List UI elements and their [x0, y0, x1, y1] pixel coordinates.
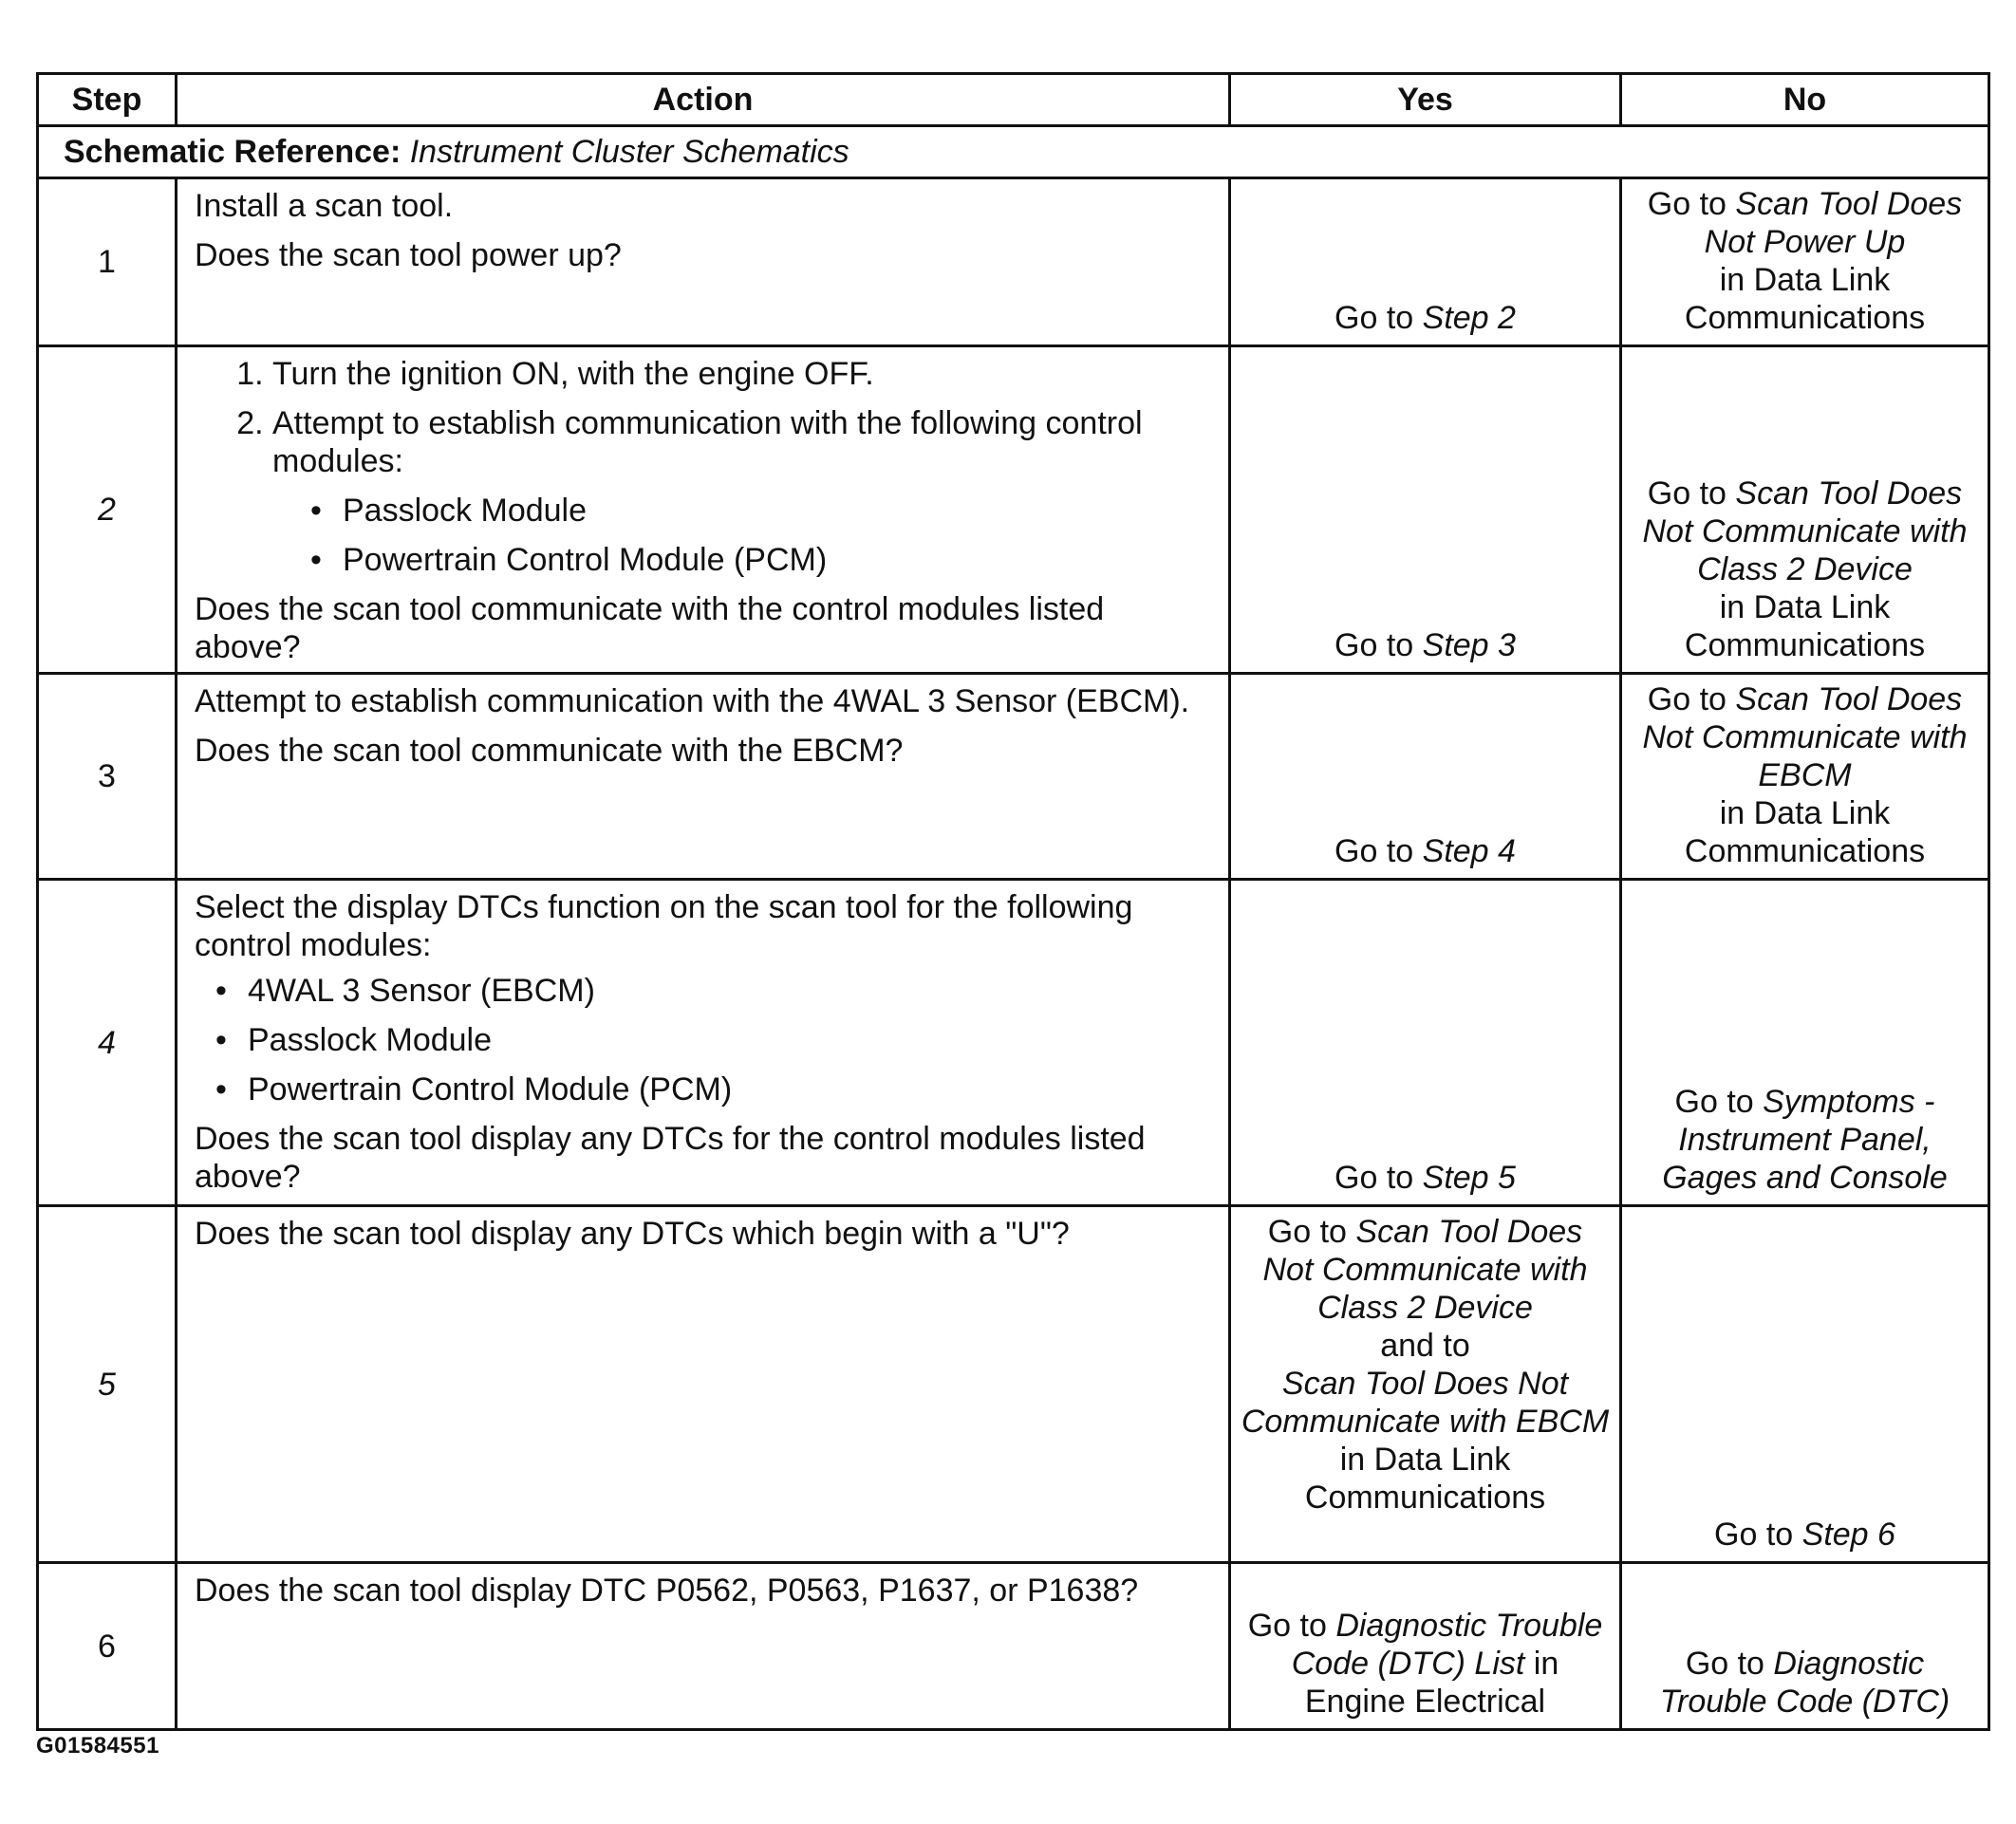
step-number: 4: [38, 880, 177, 1206]
action-text: Install a scan tool.: [195, 188, 454, 224]
substep-list: [195, 355, 1211, 579]
yes-cell: [1230, 880, 1621, 1206]
no-prefix: Go to: [1647, 186, 1736, 222]
step-number: 1: [38, 178, 177, 346]
header-row: [38, 74, 1989, 126]
table-row: [38, 178, 1989, 346]
substep: [272, 404, 1211, 579]
yes-prefix: Go to: [1335, 627, 1423, 663]
no-cell: [1621, 1206, 1989, 1563]
no-prefix: Go to: [1685, 1646, 1774, 1682]
action-question: Does the scan tool communicate with the control modules listed above?: [195, 591, 1105, 665]
bullet-list: [272, 492, 1211, 579]
no-cell: [1621, 1563, 1989, 1730]
step-number: 2: [38, 346, 177, 674]
table-row: [38, 1563, 1989, 1730]
yes-link[interactable]: Step 2: [1422, 300, 1516, 336]
yes-link[interactable]: Step 5: [1422, 1160, 1516, 1196]
no-link[interactable]: Diagnostic Trouble Code (DTC): [1659, 1646, 1951, 1720]
bullet-item: • 4WAL 3 Sensor (EBCM): [215, 972, 1211, 1010]
no-cell: [1621, 880, 1989, 1206]
table-row: [38, 880, 1989, 1206]
action-question: Does the scan tool communicate with the EBCM?: [195, 733, 904, 769]
no-link[interactable]: Scan Tool Does Not Communicate with Class 2 Device: [1642, 475, 1968, 587]
yes-suffix: in Data Link Communications: [1304, 1442, 1546, 1516]
no-cell: [1621, 346, 1989, 674]
bullet-item: • Passlock Module: [310, 492, 1211, 530]
action-text: Select the display DTCs function on the scan tool for the following control modules:: [195, 889, 1133, 963]
bullet-item: • Powertrain Control Module (PCM): [310, 541, 1211, 579]
yes-link[interactable]: Step 3: [1422, 627, 1516, 663]
yes-suffix: in Engine Electrical: [1304, 1646, 1559, 1720]
action-question: Does the scan tool display any DTCs for the control modules listed above?: [195, 1121, 1146, 1195]
step-number: 3: [38, 674, 177, 880]
substep: 1. Turn the ignition ON, with the engine OFF.: [272, 355, 1211, 393]
yes-link[interactable]: Diagnostic Trouble Code (DTC) List: [1291, 1608, 1603, 1682]
yes-prefix: Go to: [1335, 300, 1423, 336]
yes-link[interactable]: Scan Tool Does Not Communicate with Class 2 Device: [1262, 1214, 1588, 1326]
header-step: Step: [38, 74, 177, 126]
table-row: [38, 674, 1989, 880]
substep-text: Attempt to establish communication with the following control modules:: [272, 405, 1143, 479]
yes-cell: [1230, 1563, 1621, 1730]
no-prefix: Go to: [1674, 1084, 1764, 1120]
bullet-item: • Passlock Module: [215, 1021, 1211, 1059]
schematic-reference: [38, 126, 1989, 178]
schematic-reference-link[interactable]: Instrument Cluster Schematics: [409, 134, 849, 170]
yes-cell: [1230, 346, 1621, 674]
action-cell: [177, 674, 1230, 880]
yes-cell: [1230, 1206, 1621, 1563]
no-prefix: Go to: [1647, 475, 1736, 512]
action-question: Does the scan tool power up?: [195, 237, 622, 273]
action-cell: [177, 178, 1230, 346]
header-action: Action: [177, 74, 1230, 126]
no-suffix: in Data Link Communications: [1684, 795, 1926, 869]
no-link[interactable]: Scan Tool Does Not Power Up: [1704, 186, 1963, 260]
step-number: 5: [38, 1206, 177, 1563]
bullet-list: [195, 972, 1211, 1108]
diagnostic-table: [36, 72, 1990, 1731]
figure-id: G01584551: [36, 1733, 159, 1759]
no-link[interactable]: Symptoms - Instrument Panel, Gages and Console: [1662, 1084, 1948, 1196]
yes-link[interactable]: Step 4: [1422, 833, 1516, 869]
no-suffix: in Data Link Communications: [1684, 262, 1926, 336]
no-cell: [1621, 178, 1989, 346]
yes-prefix: Go to: [1267, 1214, 1356, 1250]
no-cell: [1621, 674, 1989, 880]
yes-mid: and to: [1380, 1328, 1470, 1364]
no-prefix: Go to: [1647, 681, 1736, 717]
schematic-reference-row: [38, 126, 1989, 178]
action-cell: [177, 346, 1230, 674]
action-text: Attempt to establish communication with the 4WAL 3 Sensor (EBCM).: [195, 683, 1190, 719]
action-cell: [177, 1206, 1230, 1563]
header-no: No: [1621, 74, 1989, 126]
yes-cell: [1230, 674, 1621, 880]
table-row: [38, 1206, 1989, 1563]
no-suffix: in Data Link Communications: [1684, 589, 1926, 663]
bullet-item: • Powertrain Control Module (PCM): [215, 1070, 1211, 1108]
schematic-reference-label: Schematic Reference:: [64, 134, 401, 170]
yes-prefix: Go to: [1335, 1160, 1423, 1196]
yes-prefix: Go to: [1247, 1608, 1336, 1644]
yes-link-2[interactable]: Scan Tool Does Not Communicate with EBCM: [1241, 1366, 1610, 1440]
header-yes: Yes: [1230, 74, 1621, 126]
yes-cell: [1230, 178, 1621, 346]
action-cell: [177, 1563, 1230, 1730]
action-question: Does the scan tool display DTC P0562, P0563, P1637, or P1638?: [195, 1573, 1139, 1609]
yes-prefix: Go to: [1335, 833, 1423, 869]
table-row: [38, 346, 1989, 674]
action-cell: [177, 880, 1230, 1206]
action-question: Does the scan tool display any DTCs which begin with a "U"?: [195, 1216, 1070, 1252]
no-link[interactable]: Step 6: [1801, 1517, 1895, 1553]
step-number: 6: [38, 1563, 177, 1730]
no-link[interactable]: Scan Tool Does Not Communicate with EBCM: [1642, 681, 1968, 793]
no-prefix: Go to: [1714, 1517, 1802, 1553]
